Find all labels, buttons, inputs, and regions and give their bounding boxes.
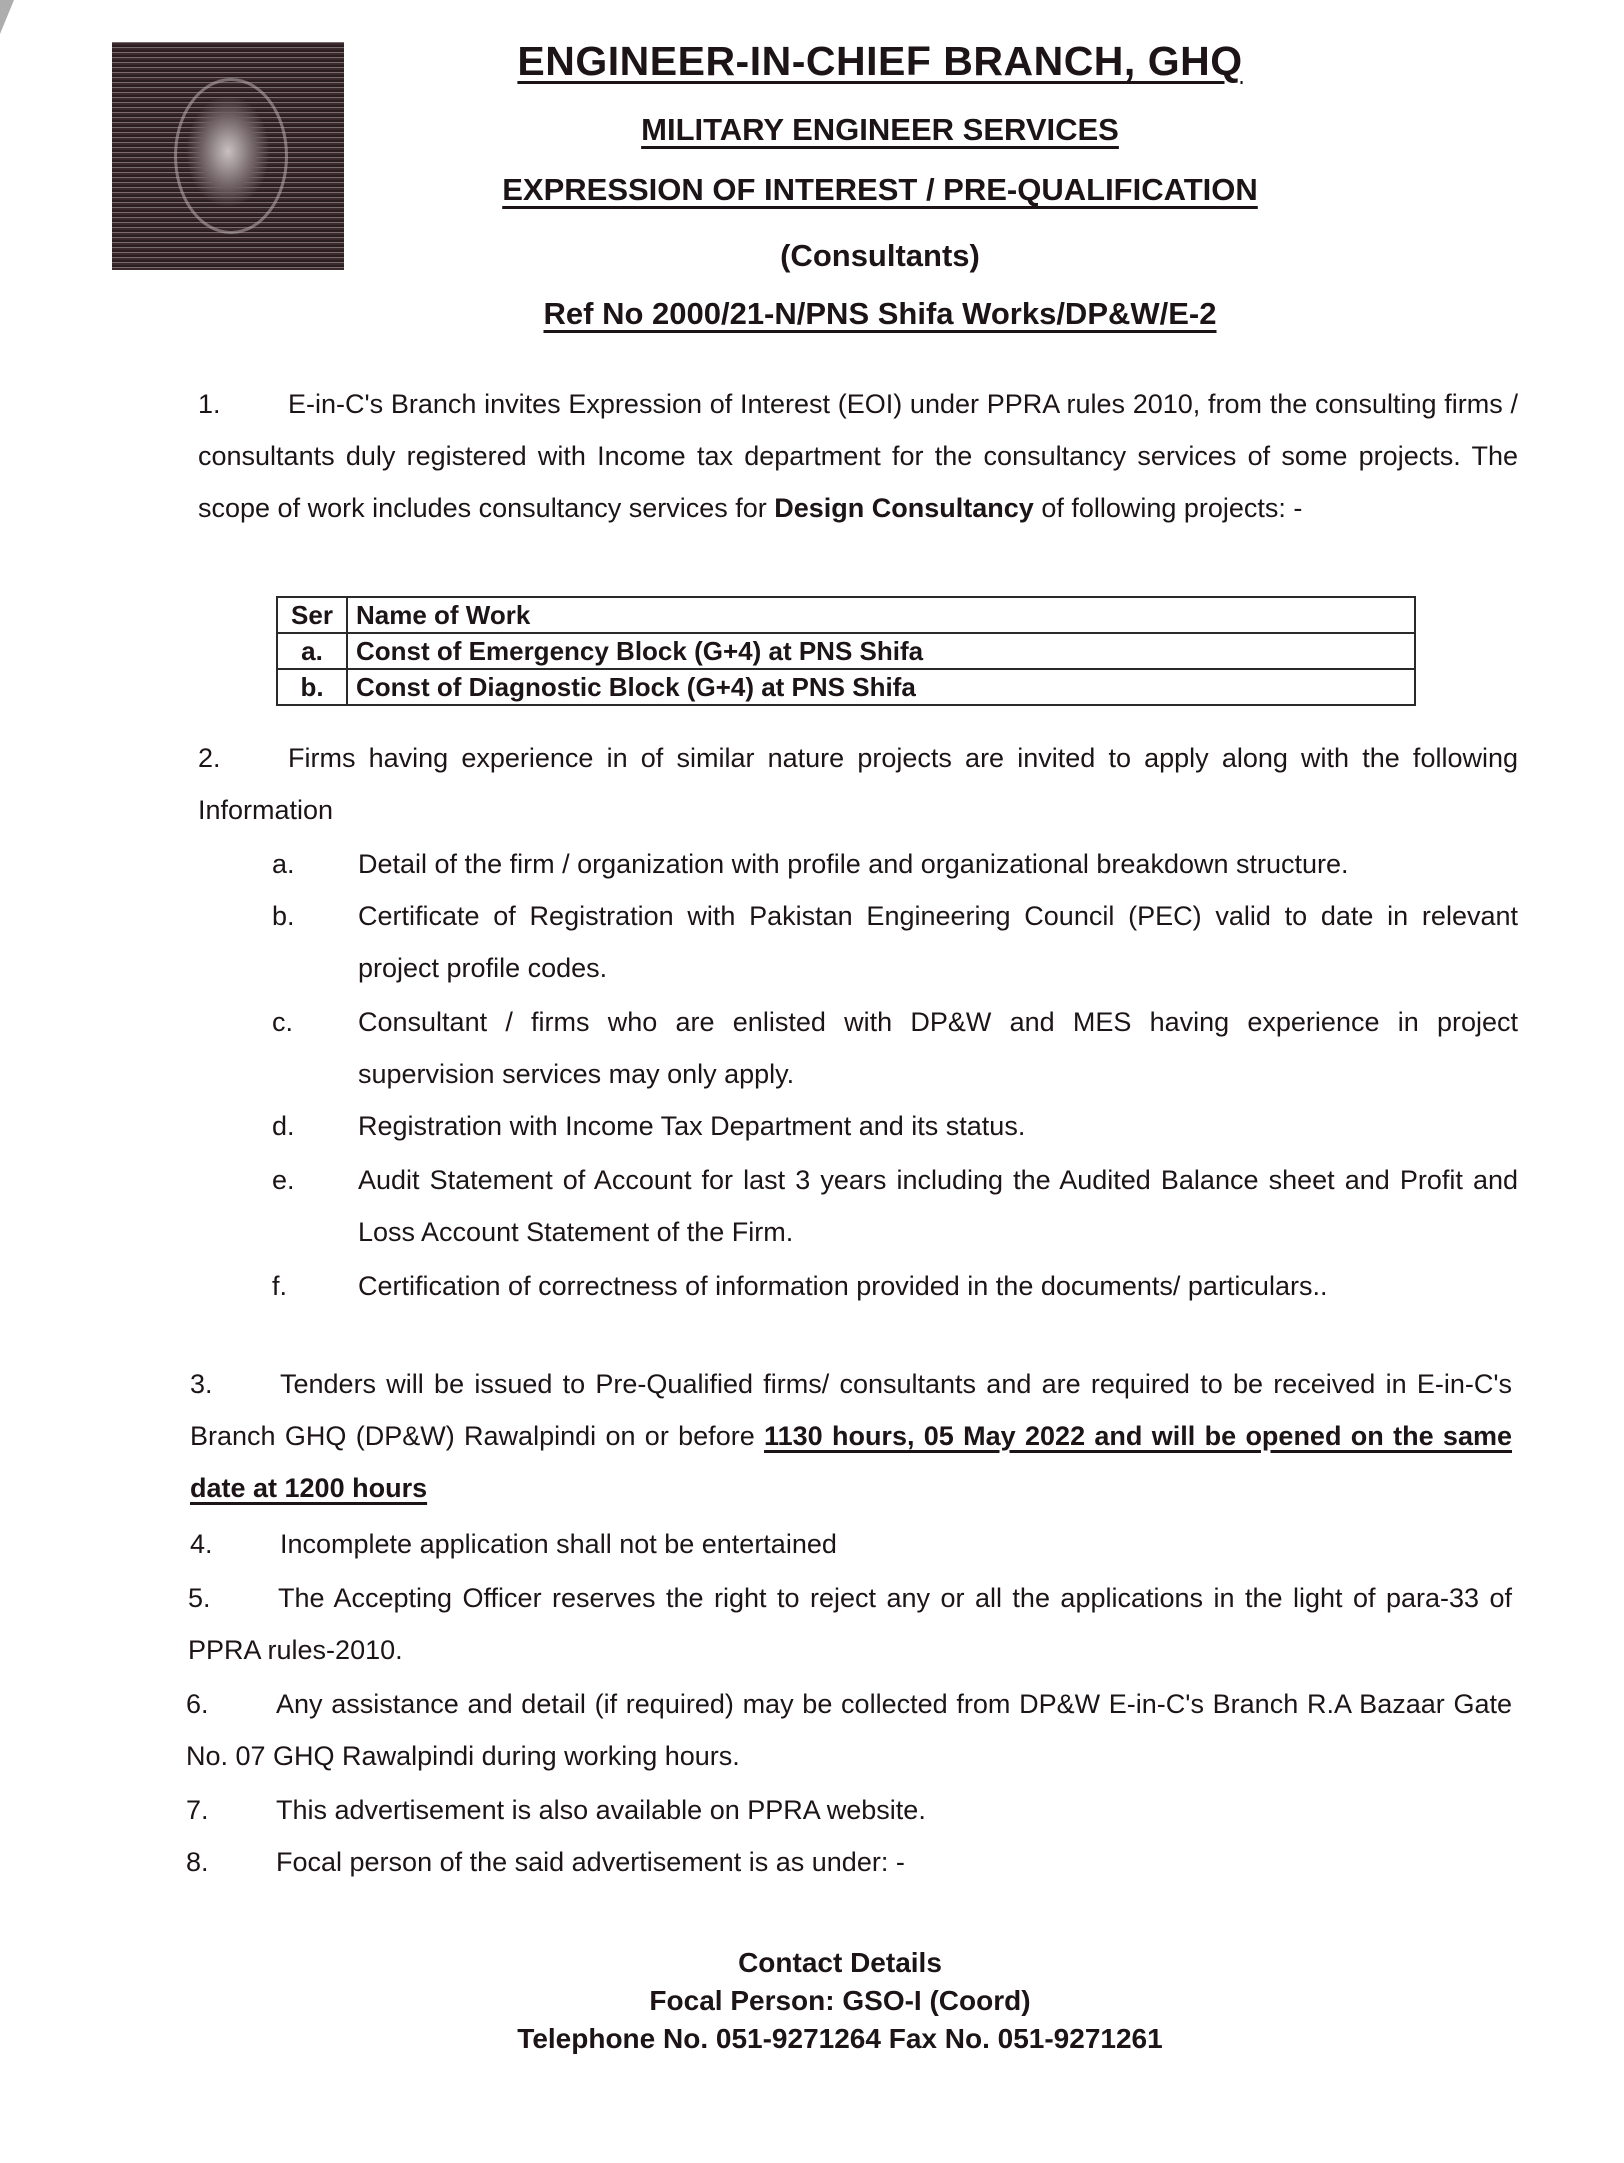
emblem-ring bbox=[174, 78, 288, 234]
paragraph-text: Any assistance and detail (if required) may be collected from DP&W E-in-C's Branch R.A Bazaar Gate No. 07 GHQ Rawalpindi during working hours. bbox=[186, 1689, 1512, 1771]
paragraph-text: Incomplete application shall not be entertained bbox=[280, 1529, 837, 1559]
category-title: (Consultants) bbox=[780, 238, 980, 273]
paragraph-7 bbox=[186, 1784, 1506, 1836]
list-item bbox=[272, 1154, 1518, 1258]
reference-number: Ref No 2000/21-N/PNS Shifa Works/DP&W/E-2 bbox=[543, 296, 1217, 331]
table-cell-name: Const of Diagnostic Block (G+4) at PNS Shifa bbox=[347, 669, 1415, 705]
paragraph-6 bbox=[186, 1678, 1512, 1782]
list-letter: c. bbox=[272, 1007, 294, 1037]
paragraph-number: 8. bbox=[186, 1847, 209, 1877]
list-text: Consultant / firms who are enlisted with DP&W and MES having experience in project supervision services may only apply. bbox=[358, 1007, 1518, 1089]
paragraph-8 bbox=[186, 1836, 1506, 1888]
paragraph-text: The Accepting Officer reserves the right to reject any or all the applications in the light of para-33 of PPRA rules-2010. bbox=[188, 1583, 1512, 1665]
paragraph-3 bbox=[190, 1358, 1512, 1514]
list-letter: b. bbox=[272, 901, 295, 931]
paragraph-number: 2. bbox=[198, 743, 221, 773]
table-header-name: Name of Work bbox=[347, 597, 1415, 633]
works-table bbox=[276, 596, 1416, 706]
list-text: Registration with Income Tax Department and its status. bbox=[358, 1111, 1026, 1141]
deadline-text: 1130 hours, 05 May 2022 and will be opened on the same date at 1200 hours bbox=[190, 1421, 1512, 1503]
list-letter: d. bbox=[272, 1111, 295, 1141]
list-text: Certification of correctness of information provided in the documents/ particulars.. bbox=[358, 1271, 1328, 1301]
paragraph-number: 4. bbox=[190, 1529, 213, 1559]
table-header-ser: Ser bbox=[277, 597, 347, 633]
paragraph-1 bbox=[198, 378, 1518, 534]
paragraph-number: 6. bbox=[186, 1689, 209, 1719]
paragraph-text: Tenders will be issued to Pre-Qualified firms/ consultants and are required to be received in E-in-C's Branch GHQ (DP&W) Rawalpindi on or before bbox=[190, 1369, 1512, 1451]
list-text: Certificate of Registration with Pakistan Engineering Council (PEC) valid to date in relevant project profile codes. bbox=[358, 901, 1518, 983]
service-title: MILITARY ENGINEER SERVICES bbox=[641, 112, 1119, 147]
table-row bbox=[277, 633, 1415, 669]
paragraph-bold-text: Design Consultancy bbox=[774, 493, 1034, 523]
list-item bbox=[272, 890, 1518, 994]
paragraph-text: Focal person of the said advertisement is as under: - bbox=[276, 1847, 905, 1877]
branch-title: ENGINEER-IN-CHIEF BRANCH, GHQ bbox=[517, 38, 1243, 84]
paragraph-number: 1. bbox=[198, 389, 221, 419]
notice-type-title: EXPRESSION OF INTEREST / PRE-QUALIFICATION bbox=[502, 172, 1258, 207]
table-cell-ser: b. bbox=[277, 669, 347, 705]
table-header-row bbox=[277, 597, 1415, 633]
list-letter: a. bbox=[272, 849, 295, 879]
contact-title: Contact Details bbox=[738, 1947, 942, 1978]
list-letter: f. bbox=[272, 1271, 288, 1301]
paragraph-text: of following projects: - bbox=[1033, 493, 1303, 523]
list-item bbox=[272, 1100, 1518, 1152]
table-cell-ser: a. bbox=[277, 633, 347, 669]
paragraph-4 bbox=[190, 1518, 1510, 1570]
list-text: Audit Statement of Account for last 3 years including the Audited Balance sheet and Profit and Loss Account Statement of the Firm. bbox=[358, 1165, 1518, 1247]
list-letter: e. bbox=[272, 1165, 295, 1195]
contact-details bbox=[400, 1944, 1280, 2058]
scan-corner-mark bbox=[0, 0, 14, 34]
paragraph-2 bbox=[198, 732, 1518, 836]
paragraph-number: 5. bbox=[188, 1583, 211, 1613]
list-text: Detail of the firm / organization with profile and organizational breakdown structure. bbox=[358, 849, 1349, 879]
list-item bbox=[272, 838, 1518, 890]
paragraph-number: 3. bbox=[190, 1369, 213, 1399]
table-row bbox=[277, 669, 1415, 705]
focal-person: Focal Person: GSO-I (Coord) bbox=[649, 1985, 1031, 2016]
phone-fax: Telephone No. 051-9271264 Fax No. 051-9271261 bbox=[517, 2023, 1163, 2054]
paragraph-text: This advertisement is also available on PPRA website. bbox=[276, 1795, 926, 1825]
paragraph-number: 7. bbox=[186, 1795, 209, 1825]
paragraph-text: E-in-C's Branch invites Expression of Interest (EOI) under PPRA rules 2010, from the consulting firms / consultants duly registered with Income tax department for the consultancy services of some projects. The scope of work includes consultancy services for bbox=[198, 389, 1518, 523]
paragraph-5 bbox=[188, 1572, 1512, 1676]
list-item bbox=[272, 996, 1518, 1100]
list-item bbox=[272, 1260, 1518, 1312]
table-cell-name: Const of Emergency Block (G+4) at PNS Shifa bbox=[347, 633, 1415, 669]
paragraph-text: Firms having experience in of similar nature projects are invited to apply along with the following Information bbox=[198, 743, 1518, 825]
